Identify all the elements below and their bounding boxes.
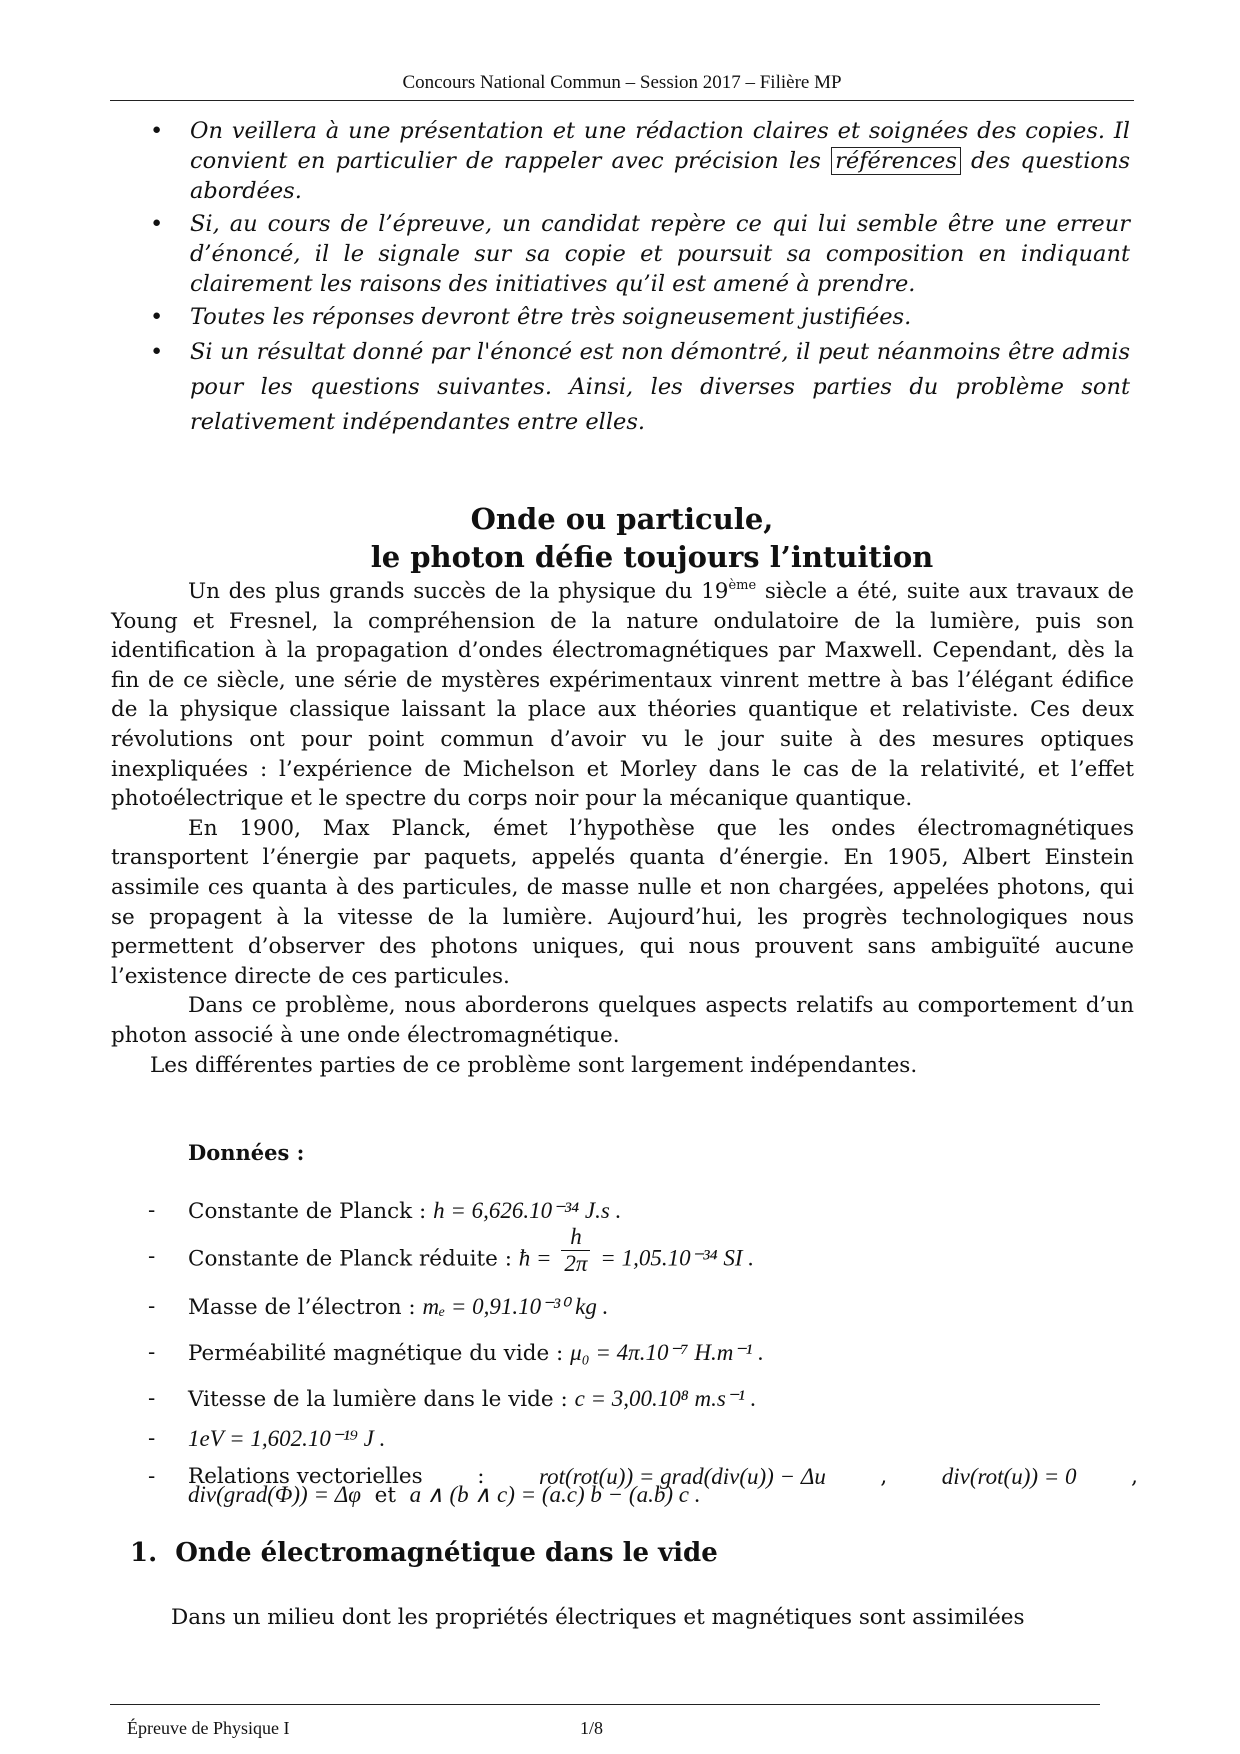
bullet-icon: •	[150, 118, 164, 144]
section-title: Onde électromagnétique dans le vide	[175, 1538, 718, 1568]
footer-divider	[110, 1704, 1100, 1705]
intro-text: siècle a été, suite aux travaux de Young et Fresnel, la compréhension de la nature ondulatoire de la lumière, puis son identification à la propagation d’ondes électromagnétiques par Maxwell. Cependant, dès la fin de ce siècle, une série de mystères expérimentaux vinrent mettre à bas l’élégant édifice de la physique classique laissant la place aux théories quantique et relativiste. Ces deux révolutions ont pour point commun d’avoir vu le jour suite à des mesures optiques inexpliquées : l’expérience de Michelson et Morley dans le cas de la relativité, et l’effet photoélectrique et le spectre du corps noir pour la mécanique quantique.	[111, 579, 1134, 812]
data-formula: mₑ = 0,91.10⁻³⁰ kg .	[422, 1294, 609, 1319]
bullet-icon: •	[150, 339, 164, 365]
dash-marker: -	[148, 1464, 156, 1489]
problem-title	[110, 500, 1134, 576]
bullet-icon: •	[150, 211, 164, 237]
page-header: Concours National Commun – Session 2017 – Filière MP	[402, 72, 842, 93]
title-line-2: le photon défie toujours l’intuition	[370, 540, 934, 574]
data-list	[148, 1196, 1138, 1508]
fraction-denominator: 2π	[564, 1251, 588, 1276]
separator: ,	[1131, 1464, 1138, 1489]
data-item	[148, 1224, 1138, 1292]
intro-paragraph: Les différentes parties de ce problème sont largement indépendantes.	[150, 1052, 918, 1078]
data-item	[148, 1196, 1138, 1242]
data-label: Relations vectorielles	[188, 1464, 423, 1489]
superscript: ème	[728, 578, 757, 593]
section-text: Dans un milieu dont les propriétés électriques et magnétiques sont assimilées	[171, 1605, 1025, 1630]
bullet-icon: •	[150, 304, 164, 330]
data-formula: c = 3,00.10⁸ m.s⁻¹ .	[574, 1386, 757, 1411]
vector-relation: div(rot(u)) = 0	[941, 1464, 1077, 1489]
data-label: Masse de l’électron :	[188, 1295, 416, 1320]
conjunction: et	[374, 1483, 396, 1508]
colon: :	[477, 1464, 485, 1489]
data-item	[148, 1384, 1138, 1424]
dash-marker: -	[148, 1426, 156, 1451]
instruction-text: On veillera à une présentation et une rédaction claires et soignées des copies. Il convient en particulier de rappeler avec précision les	[190, 118, 1130, 174]
data-label: Vitesse de la lumière dans le vide :	[188, 1387, 568, 1412]
instruction-item	[150, 209, 1130, 299]
instruction-item	[150, 116, 1130, 206]
page-number: 1/8	[580, 1718, 604, 1738]
data-formula: = 1,05.10⁻³⁴ SI .	[600, 1245, 755, 1271]
vector-relation: rot(rot(u)) = grad(div(u)) − Δu	[539, 1464, 826, 1489]
intro-paragraph: Dans ce problème, nous aborderons quelques aspects relatifs au comportement d’un photon associé à une onde électromagnétique.	[111, 993, 1134, 1048]
vector-relation: a ∧ (b ∧ c) = (a.c) b − (a.b) c .	[409, 1482, 701, 1507]
footer-title: Épreuve de Physique I	[127, 1718, 290, 1738]
section-heading	[130, 1538, 718, 1568]
dash-marker: -	[148, 1294, 156, 1319]
introduction	[111, 577, 1134, 1080]
instruction-text: Si, au cours de l’épreuve, un candidat repère ce qui lui semble être une erreur d’énoncé, il le signale sur sa copie et poursuit sa composition en indiquant clairement les raisons des initiatives qu’il est amené à prendre.	[190, 211, 1130, 297]
dash-marker: -	[148, 1386, 156, 1411]
data-formula: ħ =	[518, 1245, 552, 1271]
data-item	[148, 1424, 1138, 1462]
intro-paragraph: En 1900, Max Planck, émet l’hypothèse que les ondes électromagnétiques transportent l’énergie par paquets, appelés quanta d’énergie. En 1905, Albert Einstein assimile ces quanta à des particules, de masse nulle et non chargées, appelées photons, qui se propagent à la vitesse de la lumière. Aujourd’hui, les progrès technologiques nous permettent d’observer des photons uniques, qui nous prouvent sans ambiguïté aucune l’existence directe de ces particules.	[111, 815, 1134, 989]
intro-paragraph	[111, 577, 1134, 814]
instruction-text: des questions abordées.	[190, 148, 1130, 204]
instruction-item	[150, 335, 1130, 440]
instruction-text: Toutes les réponses devront être très soigneusement justifiées.	[190, 304, 912, 330]
separator: ,	[880, 1464, 888, 1489]
data-item	[148, 1338, 1138, 1384]
data-formula: 1eV = 1,602.10⁻¹⁹ J .	[188, 1426, 386, 1451]
instruction-text: Si un résultat donné par l'énoncé est non démontré, il peut néanmoins être admis pour les questions suivantes. Ainsi, les diverses parties du problème sont relativement indépendantes entre elles.	[190, 339, 1130, 435]
header-divider	[110, 100, 1134, 101]
dash-marker: -	[148, 1244, 156, 1269]
instructions-list	[150, 116, 1130, 443]
boxed-word: références	[831, 147, 961, 175]
section-number: 1.	[130, 1538, 158, 1568]
data-formula: μ₀ = 4π.10⁻⁷ H.m⁻¹ .	[570, 1340, 764, 1365]
title-line-1: Onde ou particule,	[470, 502, 774, 536]
dash-marker: -	[148, 1198, 156, 1223]
relations-continued	[188, 1482, 700, 1508]
data-label: Constante de Planck :	[188, 1199, 427, 1224]
data-item	[148, 1292, 1138, 1338]
donnees-heading: Données :	[188, 1140, 305, 1165]
dash-marker: -	[148, 1340, 156, 1365]
vector-relation: div(grad(Φ)) = Δφ	[188, 1482, 361, 1507]
fraction	[561, 1224, 590, 1277]
data-label: Constante de Planck réduite :	[188, 1246, 512, 1272]
fraction-numerator: h	[561, 1224, 590, 1251]
intro-text: Un des plus grands succès de la physique du 19	[188, 579, 729, 604]
data-formula: h = 6,626.10⁻³⁴ J.s .	[433, 1198, 622, 1223]
data-label: Perméabilité magnétique du vide :	[188, 1341, 564, 1366]
instruction-item	[150, 302, 1130, 332]
